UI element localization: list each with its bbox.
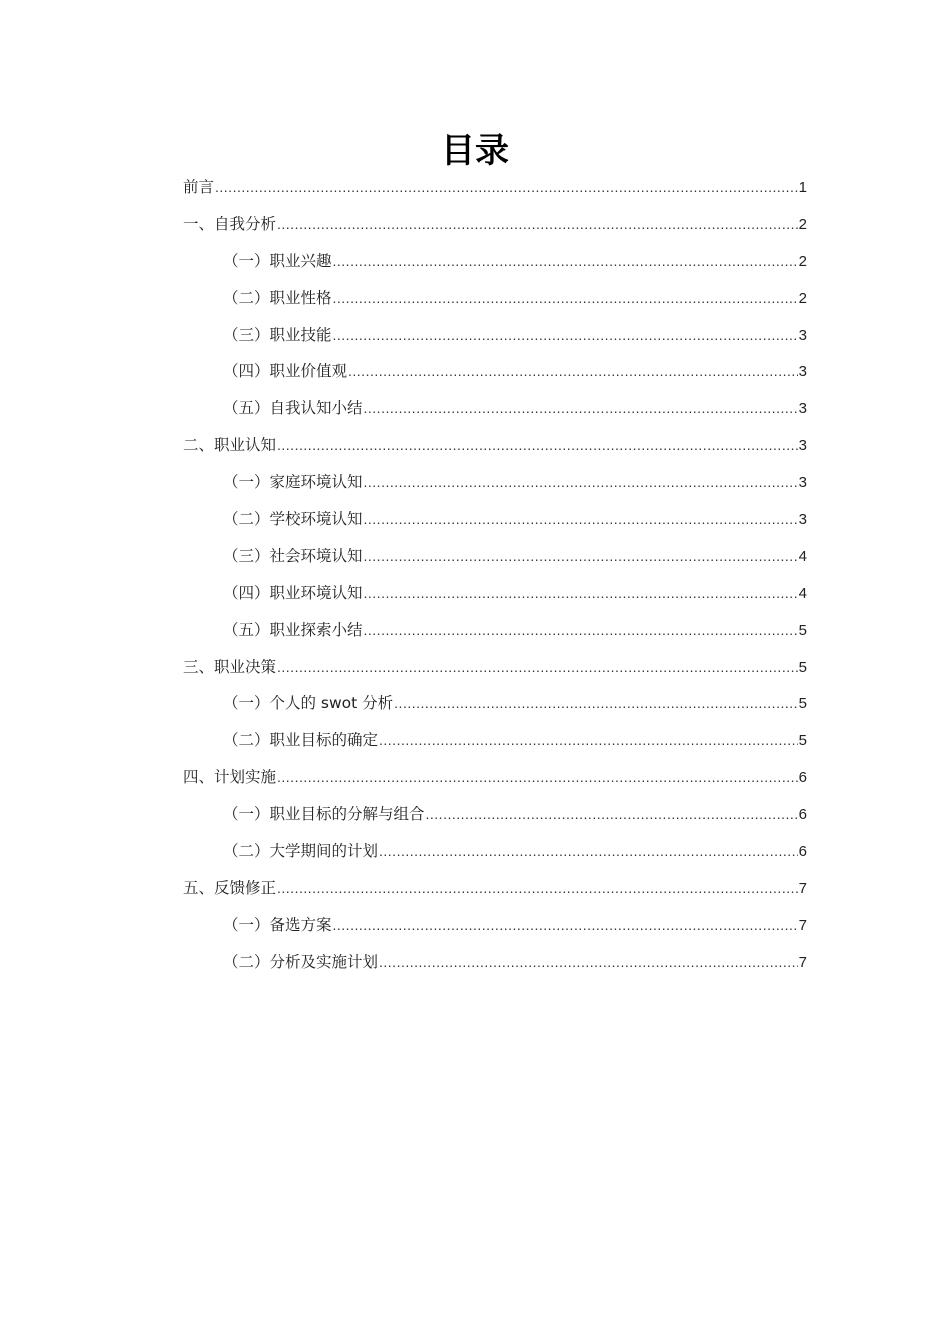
toc-dot-leader — [394, 689, 797, 717]
toc-entry-label: （三）职业技能 — [223, 325, 332, 344]
toc-page-number: 3 — [798, 326, 807, 344]
toc-entry-label: （一）备选方案 — [223, 915, 332, 934]
toc-entry-label: （五）职业探索小结 — [223, 620, 363, 639]
toc-dot-leader — [364, 394, 798, 422]
toc-entry[interactable] — [183, 874, 807, 911]
toc-entry[interactable] — [183, 579, 807, 616]
toc-entry-label: 五、反馈修正 — [183, 878, 277, 897]
toc-entry-label: （一）个人的 swot 分析 — [223, 694, 394, 713]
toc-entry-label: 二、职业认知 — [183, 436, 277, 455]
toc-entry-label: （二）职业性格 — [223, 288, 332, 307]
toc-dot-leader — [348, 357, 798, 385]
toc-dot-leader — [277, 210, 798, 238]
toc-entry[interactable] — [183, 726, 807, 763]
toc-dot-leader — [379, 837, 798, 865]
toc-entry[interactable] — [183, 468, 807, 505]
toc-entry-label: （二）分析及实施计划 — [223, 952, 379, 971]
toc-entry-label: （二）职业目标的确定 — [223, 731, 379, 750]
toc-entry-label: 四、计划实施 — [183, 768, 277, 787]
toc-dot-leader — [333, 284, 798, 312]
toc-entry[interactable] — [183, 284, 807, 321]
toc-page-number: 5 — [798, 695, 807, 713]
toc-dot-leader — [277, 653, 798, 681]
toc-page-number: 6 — [798, 806, 807, 824]
toc-page-number: 5 — [798, 732, 807, 750]
toc-page-number: 3 — [798, 437, 807, 455]
toc-page-number: 7 — [798, 953, 807, 971]
toc-page-number: 2 — [798, 252, 807, 270]
toc-dot-leader — [333, 321, 798, 349]
toc-entry[interactable] — [183, 210, 807, 247]
toc-entry-label: （一）职业目标的分解与组合 — [223, 805, 425, 824]
toc-page-number: 3 — [798, 511, 807, 529]
toc-entry[interactable] — [183, 763, 807, 800]
toc-entry[interactable] — [183, 911, 807, 948]
toc-dot-leader — [364, 505, 798, 533]
toc-dot-leader — [364, 616, 798, 644]
toc-entry-label: （一）职业兴趣 — [223, 251, 332, 270]
toc-dot-leader — [379, 948, 798, 976]
toc-entry-label: （一）家庭环境认知 — [223, 473, 363, 492]
toc-entry[interactable] — [183, 394, 807, 431]
toc-page-number: 3 — [798, 363, 807, 381]
toc-entry-label: 一、自我分析 — [183, 214, 277, 233]
toc-dot-leader — [364, 579, 798, 607]
toc-entry[interactable] — [183, 948, 807, 985]
toc-dot-leader — [333, 911, 798, 939]
toc-page-number: 1 — [798, 179, 807, 196]
toc-entry[interactable] — [183, 837, 807, 874]
toc-entry[interactable] — [183, 431, 807, 468]
toc-dot-leader — [379, 726, 798, 754]
toc-entry[interactable] — [183, 653, 807, 690]
toc-dot-leader — [277, 431, 798, 459]
toc-entry-label: 前言 — [183, 178, 215, 196]
toc-dot-leader — [333, 247, 798, 275]
toc-entry[interactable] — [183, 357, 807, 394]
toc-page-number: 3 — [798, 400, 807, 418]
toc-entry[interactable] — [183, 616, 807, 653]
toc-entry[interactable] — [183, 321, 807, 358]
toc-page-number: 4 — [798, 584, 807, 602]
toc-title: 目录 — [441, 131, 509, 171]
toc-entry-label: （四）职业环境认知 — [223, 583, 363, 602]
toc-entry[interactable] — [183, 173, 807, 210]
toc-page-number: 2 — [798, 289, 807, 307]
toc-page-number: 6 — [798, 769, 807, 787]
toc-entry-label: 三、职业决策 — [183, 657, 277, 676]
toc-entry[interactable] — [183, 689, 807, 726]
toc-page-number: 5 — [798, 621, 807, 639]
toc-dot-leader — [426, 800, 798, 828]
toc-page-number: 6 — [798, 843, 807, 861]
toc-dot-leader — [277, 874, 798, 902]
toc-entry-label: （二）学校环境认知 — [223, 510, 363, 529]
toc-dot-leader — [364, 542, 798, 570]
toc-page-number: 5 — [798, 658, 807, 676]
table-of-contents — [183, 173, 807, 985]
toc-page-number: 3 — [798, 474, 807, 492]
toc-page-number: 2 — [798, 215, 807, 233]
toc-entry-label: （四）职业价值观 — [223, 362, 348, 381]
toc-entry-label: （五）自我认知小结 — [223, 399, 363, 418]
toc-page-number: 7 — [798, 916, 807, 934]
toc-page-number: 7 — [798, 879, 807, 897]
toc-entry[interactable] — [183, 542, 807, 579]
toc-page-number: 4 — [798, 547, 807, 565]
toc-entry-label: （二）大学期间的计划 — [223, 842, 379, 861]
toc-dot-leader — [215, 173, 798, 201]
toc-entry[interactable] — [183, 247, 807, 284]
toc-entry[interactable] — [183, 505, 807, 542]
toc-entry-label: （三）社会环境认知 — [223, 546, 363, 565]
toc-dot-leader — [364, 468, 798, 496]
toc-entry[interactable] — [183, 800, 807, 837]
toc-dot-leader — [277, 763, 798, 791]
